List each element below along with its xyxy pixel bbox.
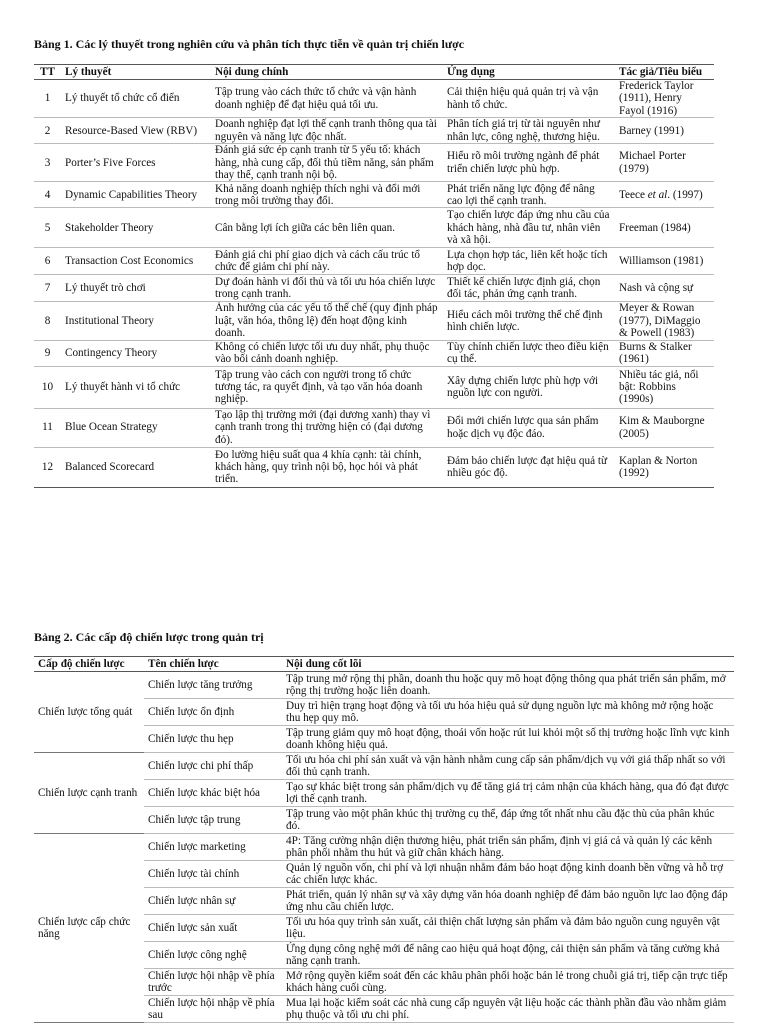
col-header-theory: Lý thuyết xyxy=(61,65,211,80)
table-row xyxy=(34,302,714,340)
strategy-level: Chiến lược tổng quát xyxy=(34,672,144,753)
strategy-levels-table xyxy=(34,656,734,1023)
table1-caption: Bảng 1. Các lý thuyết trong nghiên cứu và phân tích thực tiễn về quản trị chiến lược xyxy=(34,37,465,51)
theory-application: Thiết kế chiến lược định giá, chọn đối tác, phản ứng cạnh tranh. xyxy=(447,276,601,301)
strategy-content: Tối ưu hóa quy trình sản xuất, cải thiện chất lượng sản phẩm và đảm bảo nguồn cung nguyên vật liệu. xyxy=(282,915,734,942)
theory-author: Nhiều tác giả, nổi bật: Robbins (1990s) xyxy=(619,368,699,406)
col-header-author: Tác giả/Tiêu biểu xyxy=(615,65,714,80)
theory-application: Lựa chọn hợp tác, liên kết hoặc tích hợp dọc. xyxy=(447,249,608,274)
theory-content: Đánh giá chi phí giao dịch và cách cấu trúc tổ chức để giảm chi phí này. xyxy=(215,249,421,274)
theory-name: Resource-Based View (RBV) xyxy=(65,124,198,137)
author-name: Teece xyxy=(619,188,648,201)
row-number: 8 xyxy=(44,314,51,327)
strategy-content: Tạo sự khác biệt trong sản phẩm/dịch vụ để tăng giá trị cảm nhận của khách hàng, qua đó đạt được lợi thế cạnh tranh. xyxy=(282,780,734,807)
theory-content: Đo lường hiệu suất qua 4 khía cạnh: tài chính, khách hàng, quy trình nội bộ, học hỏi và phát triển. xyxy=(215,448,422,486)
col-header-application: Ứng dụng xyxy=(443,65,615,80)
theory-author: Meyer & Rowan (1977), DiMaggio & Powell (1983) xyxy=(619,302,701,340)
theory-application: Xây dựng chiến lược phù hợp với nguồn lực con người. xyxy=(447,374,599,400)
theory-application: Đảm bảo chiến lược đạt hiệu quả từ nhiều góc độ. xyxy=(447,454,608,480)
theory-content: Doanh nghiệp đạt lợi thế cạnh tranh thông qua tài nguyên và năng lực độc nhất. xyxy=(215,118,437,143)
theory-application: Hiểu cách môi trường thể chế định hình chiến lược. xyxy=(447,308,603,334)
theory-application: Đổi mới chiến lược qua sản phẩm hoặc dịch vụ độc đáo. xyxy=(447,415,599,440)
table2-header-row xyxy=(34,657,734,672)
theory-content: Cân bằng lợi ích giữa các bên liên quan. xyxy=(215,221,396,234)
theory-name: Porter’s Five Forces xyxy=(65,156,156,169)
table-row xyxy=(34,118,714,144)
strategy-name: Chiến lược ổn định xyxy=(144,699,282,726)
col-header-core-content: Nội dung cốt lõi xyxy=(282,657,734,672)
col-header-strategy-name: Tên chiến lược xyxy=(144,657,282,672)
strategy-content: 4P: Tăng cường nhận diện thương hiệu, phát triển sản phẩm, định vị giá cả và quản lý các kênh phân phối nhằm thu hút và giữ chân khách hàng. xyxy=(282,834,734,861)
theory-content: Dự đoán hành vi đối thủ và tối ưu hóa chiến lược trong cạnh tranh. xyxy=(215,276,436,301)
theory-name: Transaction Cost Economics xyxy=(65,255,194,268)
table-row xyxy=(34,80,714,118)
table-row xyxy=(34,672,734,699)
table-row xyxy=(34,248,714,275)
row-number: 5 xyxy=(44,221,51,234)
strategy-name: Chiến lược công nghệ xyxy=(144,942,282,969)
strategy-content: Ứng dụng công nghệ mới để nâng cao hiệu quả hoạt động, cải thiện sản phẩm và tăng cường khả năng cạnh tranh. xyxy=(282,942,734,969)
theory-author: Freeman (1984) xyxy=(619,221,691,234)
strategy-name: Chiến lược sản xuất xyxy=(144,915,282,942)
theory-name: Stakeholder Theory xyxy=(65,221,154,234)
strategy-content: Tập trung giảm quy mô hoạt động, thoái vốn hoặc rút lui khỏi một số thị trường hoặc lĩnh vực kinh doanh không hiệu quả. xyxy=(282,726,734,753)
theory-content: Tập trung vào cách con người trong tổ chức tương tác, ra quyết định, và tạo văn hóa doanh nghiệp. xyxy=(215,368,423,406)
theory-author: Nash và cộng sự xyxy=(619,282,694,295)
strategy-name: Chiến lược chi phí thấp xyxy=(144,753,282,780)
theory-content: Ảnh hưởng của các yếu tố thể chế (quy định pháp luật, văn hóa, thông lệ) đến hoạt động kinh doanh. xyxy=(215,302,438,340)
strategy-name: Chiến lược hội nhập về phía sau xyxy=(144,996,282,1023)
strategy-content: Duy trì hiện trạng hoạt động và tối ưu hóa hiệu quả sử dụng nguồn lực mà không mở rộng hoặc thu hẹp quy mô. xyxy=(282,699,734,726)
theory-content: Không có chiến lược tối ưu duy nhất, phụ thuộc vào bối cảnh doanh nghiệp. xyxy=(215,340,430,366)
theory-name: Balanced Scorecard xyxy=(65,460,155,473)
row-number: 3 xyxy=(44,156,51,169)
theory-name: Contingency Theory xyxy=(65,346,158,359)
row-number: 2 xyxy=(44,124,51,137)
theory-application: Phân tích giá trị từ tài nguyên như nhân lực, công nghệ, thương hiệu. xyxy=(447,118,600,143)
theory-author: Kaplan & Norton (1992) xyxy=(619,454,698,480)
strategy-content: Tập trung mở rộng thị phần, doanh thu hoặc quy mô hoạt động thông qua phát triển sản phẩm, mở rộng thị trường hoặc liên doanh. xyxy=(282,672,734,699)
theory-application: Tùy chỉnh chiến lược theo điều kiện cụ thể. xyxy=(447,340,609,366)
strategy-name: Chiến lược khác biệt hóa xyxy=(144,780,282,807)
col-header-level: Cấp độ chiến lược xyxy=(34,657,144,672)
theory-content: Tạo lập thị trường mới (đại dương xanh) thay vì cạnh tranh trong thị trường hiện có (đại dương đỏ). xyxy=(215,409,431,446)
strategy-name: Chiến lược hội nhập về phía trước xyxy=(144,969,282,996)
theory-name: Institutional Theory xyxy=(65,314,154,327)
strategy-content: Quản lý nguồn vốn, chi phí và lợi nhuận nhằm đảm bảo hoạt động kinh doanh bền vững và hỗ trợ các chiến lược khác. xyxy=(282,861,734,888)
strategy-level: Chiến lược cạnh tranh xyxy=(34,753,144,834)
table-row xyxy=(34,144,714,182)
theory-content: Khả năng doanh nghiệp thích nghi và đổi mới trong môi trường thay đổi. xyxy=(215,182,421,207)
theory-author xyxy=(615,182,714,208)
row-number: 4 xyxy=(44,188,51,201)
theory-application: Tạo chiến lược đáp ứng nhu cầu của khách hàng, nhà đầu tư, nhân viên và xã hội. xyxy=(447,209,610,247)
theory-author: Burns & Stalker (1961) xyxy=(619,340,692,366)
table-row xyxy=(34,182,714,208)
strategy-name: Chiến lược tài chính xyxy=(144,861,282,888)
strategy-content: Mở rộng quyền kiểm soát đến các khâu phân phối hoặc bán lẻ trong chuỗi giá trị, tiếp cận trực tiếp khách hàng cuối cùng. xyxy=(282,969,734,996)
row-number: 12 xyxy=(41,460,54,473)
strategy-name: Chiến lược marketing xyxy=(144,834,282,861)
strategy-content: Tập trung vào một phân khúc thị trường cụ thể, đáp ứng tốt nhất nhu cầu đặc thù của phân khúc đó. xyxy=(282,807,734,834)
strategy-content: Mua lại hoặc kiểm soát các nhà cung cấp nguyên vật liệu hoặc các thành phần đầu vào nhằm giảm phụ thuộc và tối ưu chi phí. xyxy=(282,996,734,1023)
theory-author: Frederick Taylor (1911), Henry Fayol (1916) xyxy=(619,80,694,117)
author-et-al: et al xyxy=(647,188,668,201)
row-number: 1 xyxy=(44,92,51,105)
theory-content: Tập trung vào cách thức tổ chức và vận hành doanh nghiệp để đạt hiệu quả tối ưu. xyxy=(215,86,417,111)
strategy-name: Chiến lược tăng trưởng xyxy=(144,672,282,699)
strategy-level: Chiến lược cấp chức năng xyxy=(34,834,144,1023)
strategy-name: Chiến lược thu hẹp xyxy=(144,726,282,753)
theory-author: Michael Porter (1979) xyxy=(619,150,686,175)
theory-application: Phát triển năng lực động để nâng cao lợi thế cạnh tranh. xyxy=(447,182,595,207)
theory-name: Lý thuyết hành vi tổ chức xyxy=(65,380,181,393)
row-number: 10 xyxy=(41,380,54,393)
theories-table xyxy=(34,64,714,488)
table-row xyxy=(34,447,714,487)
table-row xyxy=(34,834,734,861)
theory-content: Đánh giá sức ép cạnh tranh từ 5 yếu tố: khách hàng, nhà cung cấp, đối thủ tiềm năng, sản phẩm thay thế, cạnh tranh nội bộ. xyxy=(215,144,434,182)
strategy-content: Phát triển, quản lý nhân sự và xây dựng văn hóa doanh nghiệp để đảm bảo nguồn lực lao động đáp ứng nhu cầu chiến lược. xyxy=(282,888,734,915)
table-row xyxy=(34,408,714,447)
theory-application: Hiểu rõ môi trường ngành để phát triển chiến lược phù hợp. xyxy=(447,150,600,175)
table-row xyxy=(34,275,714,302)
row-number: 6 xyxy=(44,255,51,268)
table2-caption: Bảng 2. Các cấp độ chiến lược trong quản trị xyxy=(34,630,264,644)
theory-author: Williamson (1981) xyxy=(619,255,704,268)
theory-author: Kim & Mauborgne (2005) xyxy=(619,415,705,440)
col-header-tt: TT xyxy=(34,65,61,80)
theory-application: Cải thiện hiệu quả quản trị và vận hành tổ chức. xyxy=(447,86,599,111)
row-number: 7 xyxy=(44,282,51,295)
table-row xyxy=(34,366,714,408)
theory-name: Lý thuyết tổ chức cổ điển xyxy=(65,92,180,105)
author-year: . (1997) xyxy=(667,188,703,201)
row-number: 9 xyxy=(44,346,51,359)
theory-name: Lý thuyết trò chơi xyxy=(65,282,146,295)
col-header-content: Nội dung chính xyxy=(211,65,443,80)
strategy-name: Chiến lược nhân sự xyxy=(144,888,282,915)
strategy-name: Chiến lược tập trung xyxy=(144,807,282,834)
table1-header-row xyxy=(34,65,714,80)
theory-name: Blue Ocean Strategy xyxy=(65,421,158,434)
table-row xyxy=(34,340,714,366)
row-number: 11 xyxy=(42,421,53,434)
table-row xyxy=(34,753,734,780)
theory-author: Barney (1991) xyxy=(619,124,684,137)
table-row xyxy=(34,208,714,248)
theory-name: Dynamic Capabilities Theory xyxy=(65,188,198,201)
strategy-content: Tối ưu hóa chi phí sản xuất và vận hành nhằm cung cấp sản phẩm/dịch vụ với giá thấp nhất so với đối thủ cạnh tranh. xyxy=(282,753,734,780)
